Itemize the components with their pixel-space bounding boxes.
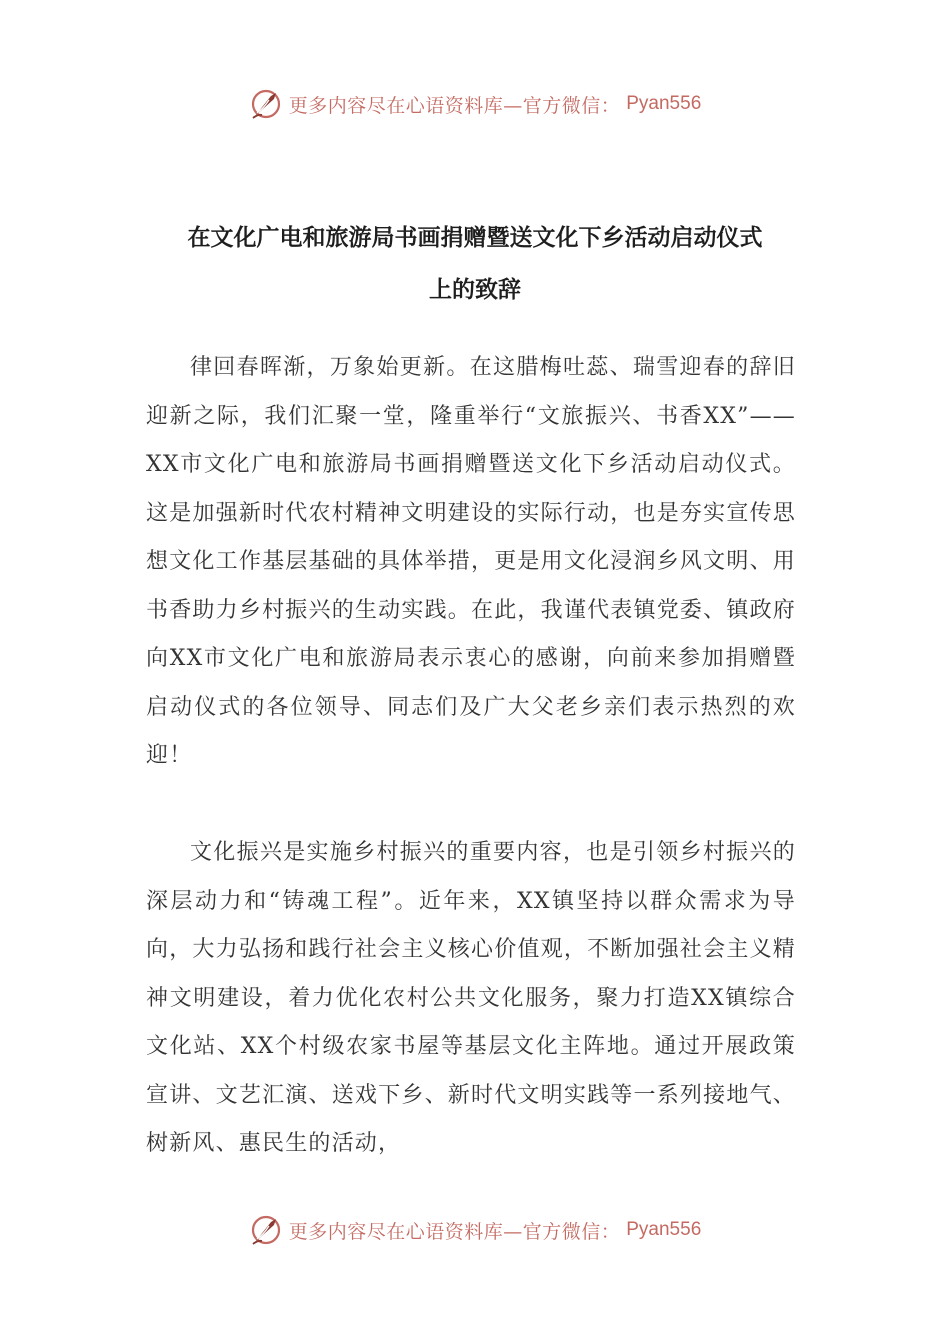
watermark-text: 更多内容尽在心语资料库—官方微信： <box>288 1220 621 1243</box>
watermark-banner-bottom <box>0 1210 950 1250</box>
body-paragraph-1: 律回春晖渐，万象始更新。在这腊梅吐蕊、瑞雪迎春的辞旧迎新之际，我们汇聚一堂，隆重举行“文旅振兴、书香XX”——XX市文化广电和旅游局书画捐赠暨送文化下乡活动启动仪式。这是加强新时代农村精神文明建设的实际行动，也是夯实宣传思想文化工作基层基础的具体举措，更是用文化浸润乡风文明、用书香助力乡村振兴的生动实践。在此，我谨代表镇党委、镇政府向XX市文化广电和旅游局表示衷心的感谢，向前来参加捐赠暨启动仪式的各位领导、同志们及广大父老乡亲们表示热烈的欢迎！ <box>146 355 796 768</box>
watermark-text: 更多内容尽在心语资料库—官方微信： <box>288 94 621 117</box>
document-title-line-1: 在文化广电和旅游局书画捐赠暨送文化下乡活动启动仪式 <box>187 225 763 251</box>
watermark-handle: Pyan556 <box>626 1219 702 1240</box>
watermark-handle: Pyan556 <box>626 93 702 114</box>
quill-pen-logo-icon <box>249 1213 283 1247</box>
body-paragraph-2: 文化振兴是实施乡村振兴的重要内容，也是引领乡村振兴的深层动力和“铸魂工程”。近年来，XX镇坚持以群众需求为导向，大力弘扬和践行社会主义核心价值观，不断加强社会主义精神文明建设，着力优化农村公共文化服务，聚力打造XX镇综合文化站、XX个村级农家书屋等基层文化主阵地。通过开展政策宣讲、文艺汇演、送戏下乡、新时代文明实践等一系列接地气、树新风、惠民生的活动， <box>146 840 796 1156</box>
watermark-banner-top <box>0 84 950 124</box>
document-title-line-2: 上的致辞 <box>429 277 521 303</box>
quill-pen-logo-icon <box>249 87 283 121</box>
document-title <box>140 212 810 316</box>
